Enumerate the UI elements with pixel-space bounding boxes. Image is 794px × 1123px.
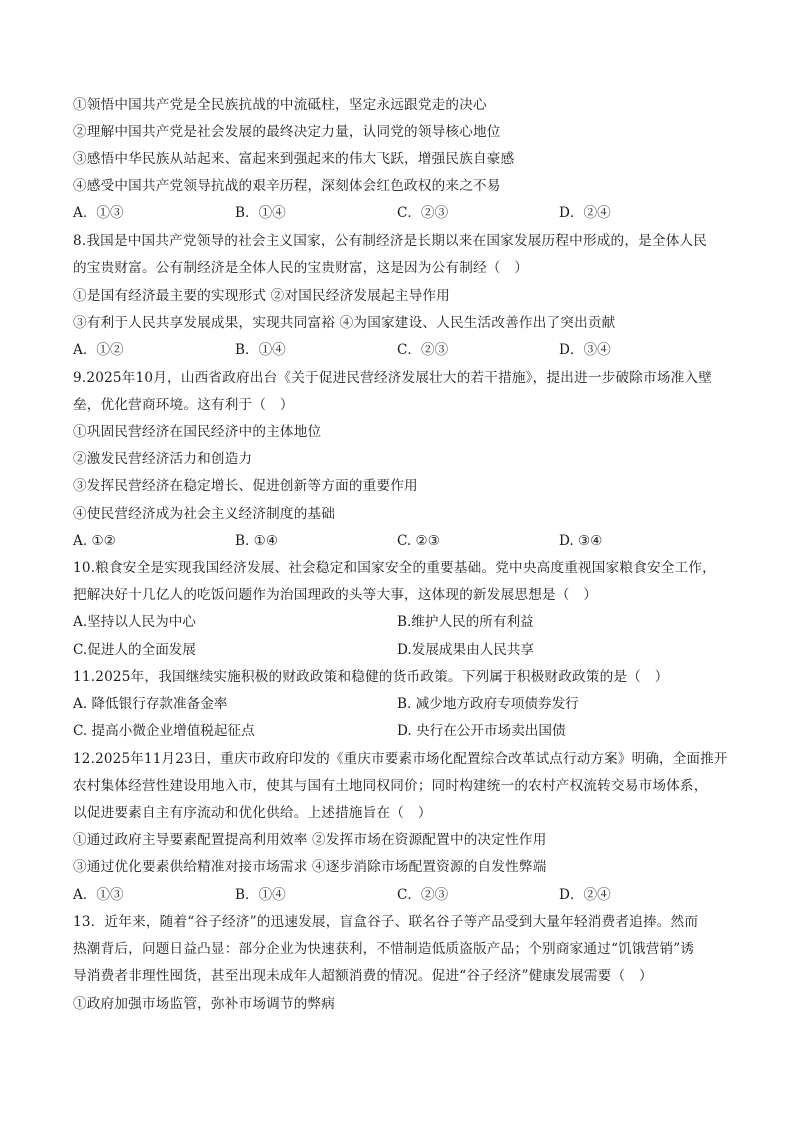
- choice-a: A．①②: [73, 342, 124, 358]
- choice-d: D. ③④: [559, 533, 603, 549]
- q12-options-1: ①通过政府主导要素配置提高利用效率 ②发挥市场在资源配置中的决定性作用: [73, 832, 547, 848]
- choice-b: B．①④: [235, 205, 286, 221]
- choice-b: B. ①④: [235, 533, 279, 549]
- choice-b: B．①④: [235, 887, 286, 903]
- q13-stem-3: 导消费者非理性囤货，甚至出现未成年人超额消费的情况。促进“谷子经济”健康发展需要（ ）: [73, 968, 653, 984]
- q7-option-3: ③感悟中华民族从站起来、富起来到强起来的伟大飞跃，增强民族自豪感: [73, 151, 515, 167]
- choice-d: D．③④: [559, 342, 611, 358]
- q13-stem-1: 13．近年来，随着“谷子经济”的迅速发展，盲盒谷子、联名谷子等产品受到大量年轻消费者追捧。然而: [73, 914, 699, 930]
- choice-d: D. 央行在公开市场卖出国债: [397, 723, 566, 739]
- choice-c: C. 提高小微企业增值税起征点: [73, 723, 255, 739]
- choice-c: C.促进人的全面发展: [73, 642, 196, 658]
- q8-options-2: ③有利于人民共享发展成果，实现共同富裕 ④为国家建设、人民生活改善作出了突出贡献: [73, 315, 616, 331]
- q9-option-4: ④使民营经济成为社会主义经济制度的基础: [73, 506, 336, 522]
- q10-stem-2: 把解决好十几亿人的吃饭问题作为治国理政的头等大事，这体现的新发展思想是（ ）: [73, 587, 598, 603]
- q7-option-4: ④感受中国共产党领导抗战的艰辛历程，深刻体会红色政权的来之不易: [73, 178, 501, 194]
- choice-d: D.发展成果由人民共享: [397, 642, 535, 658]
- choice-b: B. 减少地方政府专项债券发行: [397, 696, 579, 712]
- choice-a: A. ①②: [73, 533, 116, 549]
- choice-c: C. ②③: [397, 533, 440, 549]
- q7-option-2: ②理解中国共产党是社会发展的最终决定力量，认同党的领导核心地位: [73, 124, 501, 140]
- q11-stem: 11.2025年，我国继续实施积极的财政政策和稳健的货币政策。下列属于积极财政政策的是（ ）: [73, 669, 669, 685]
- q10-choices-row-2: [73, 640, 733, 660]
- q8-stem-2: 的宝贵财富。公有制经济是全体人民的宝贵财富，这是因为公有制经（ ）: [73, 260, 529, 276]
- q10-choices-row-1: [73, 612, 733, 632]
- q9-option-3: ③发挥民营经济在稳定增长、促进创新等方面的重要作用: [73, 478, 418, 494]
- choice-a: A．①③: [73, 887, 124, 903]
- choice-a: A．①③: [73, 205, 124, 221]
- choice-b: B．①④: [235, 342, 286, 358]
- choice-d: D．②④: [559, 205, 611, 221]
- choice-a: A.坚持以人民为中心: [73, 614, 196, 630]
- q7-choices: [73, 203, 733, 223]
- q12-options-2: ③通过优化要素供给精准对接市场需求 ④逐步消除市场配置资源的自发性弊端: [73, 859, 547, 875]
- q12-stem-2: 农村集体经营性建设用地入市，使其与国有土地同权同价；同时构建统一的农村产权流转交易市场体系，: [73, 778, 708, 794]
- q9-stem-1: 9.2025年10月，山西省政府出台《关于促进民营经济发展壮大的若干措施》，提出进一步破除市场准入壁: [73, 370, 712, 386]
- q9-stem-2: 垒，优化营商环境。这有利于（ ）: [73, 397, 294, 413]
- choice-d: D．②④: [559, 887, 611, 903]
- q10-stem-1: 10.粮食安全是实现我国经济发展、社会稳定和国家安全的重要基础。党中央高度重视国家粮食安全工作，: [73, 560, 716, 576]
- q11-choices-row-1: [73, 694, 733, 714]
- q12-choices: [73, 885, 733, 905]
- choice-a: A. 降低银行存款准备金率: [73, 696, 228, 712]
- q11-choices-row-2: [73, 721, 733, 741]
- choice-c: C．②③: [397, 342, 449, 358]
- choice-c: C．②③: [397, 887, 449, 903]
- q8-options-1: ①是国有经济最主要的实现形式 ②对国民经济发展起主导作用: [73, 288, 450, 304]
- q13-stem-2: 热潮背后，问题日益凸显：部分企业为快速获利，不惜制造低质盗版产品；个别商家通过“饥饿营销”诱: [73, 941, 695, 957]
- q12-stem-3: 以促进要素自主有序流动和优化供给。上述措施旨在（ ）: [73, 805, 432, 821]
- q9-option-2: ②激发民营经济活力和创造力: [73, 451, 253, 467]
- q7-option-1: ①领悟中国共产党是全民族抗战的中流砥柱，坚定永远跟党走的决心: [73, 97, 487, 113]
- choice-c: C．②③: [397, 205, 449, 221]
- q9-choices: [73, 531, 733, 551]
- q8-choices: [73, 340, 733, 360]
- q12-stem-1: 12.2025年11月23日，重庆市政府印发的《重庆市要素市场化配置综合改革试点行动方案》明确，全面推开: [73, 751, 728, 767]
- q9-option-1: ①巩固民营经济在国民经济中的主体地位: [73, 424, 322, 440]
- q8-stem-1: 8.我国是中国共产党领导的社会主义国家，公有制经济是长期以来在国家发展历程中形成的，是全体人民: [73, 233, 708, 249]
- choice-b: B.维护人民的所有利益: [397, 614, 534, 630]
- q13-option-1: ①政府加强市场监管，弥补市场调节的弊病: [73, 996, 336, 1012]
